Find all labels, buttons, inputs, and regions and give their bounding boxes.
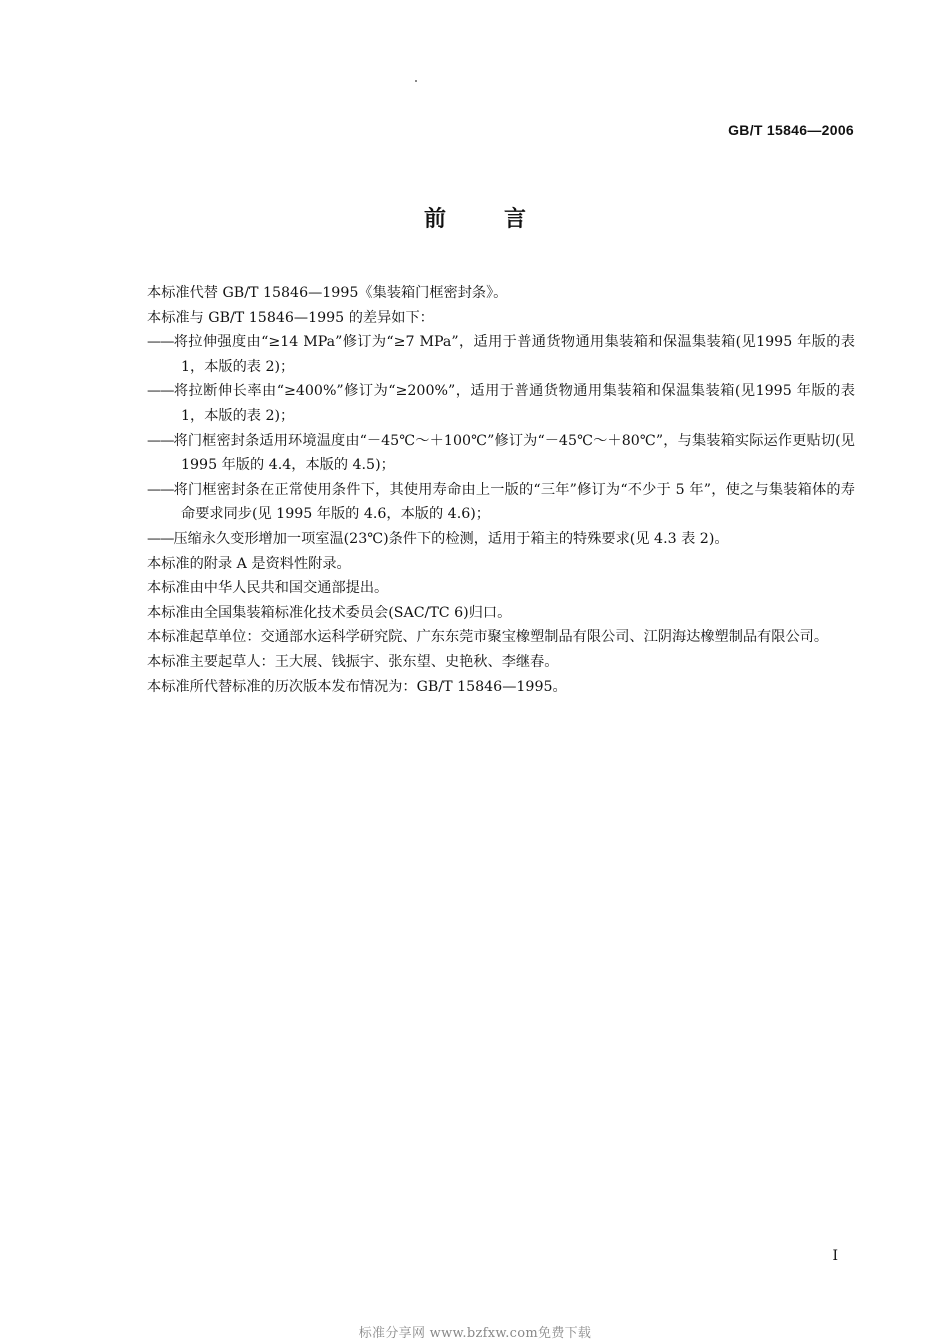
foreword-body bbox=[113, 281, 855, 699]
change-item-elongation bbox=[113, 379, 855, 428]
change-text: 将拉伸强度由“≥14 MPa”修订为“≥7 MPa”，适用于普通货物通用集装箱和保温集装箱(见1995 年版的表 1，本版的表 2)； bbox=[173, 334, 855, 375]
change-text: 将拉断伸长率由“≥400%”修订为“≥200%”，适用于普通货物通用集装箱和保温集装箱(见1995 年版的表 1，本版的表 2)； bbox=[173, 383, 855, 424]
change-text: 将门框密封条在正常使用条件下，其使用寿命由上一版的“三年”修订为“不少于 5 年”，使之与集装箱体的寿命要求同步(见 1995 年版的 4.6，本版的 4.6)； bbox=[173, 481, 855, 523]
dash-prefix: —— bbox=[147, 383, 174, 400]
standard-number: GB/T 15846—2006 bbox=[728, 122, 854, 138]
change-item-compression-set bbox=[113, 527, 855, 552]
paragraph-previous-editions: 本标准所代替标准的历次版本发布情况为：GB/T 15846—1995。 bbox=[147, 678, 567, 695]
change-item-temperature bbox=[113, 429, 855, 478]
dash-prefix: —— bbox=[147, 481, 174, 498]
change-text: 压缩永久变形增加一项室温(23℃)条件下的检测，适用于箱主的特殊要求(见 4.3 表 2)。 bbox=[173, 530, 729, 547]
dash-prefix: —— bbox=[147, 334, 174, 351]
page-title: 前言 bbox=[423, 207, 584, 232]
paragraph-differences-intro: 本标准与 GB/T 15846—1995 的差异如下： bbox=[147, 309, 434, 326]
change-item-tensile-strength bbox=[113, 330, 855, 379]
paragraph-drafting-units: 本标准起草单位：交通部水运科学研究院、广东东莞市聚宝橡塑制品有限公司、江阴海达橡塑制品有限公司。 bbox=[147, 629, 829, 646]
paragraph-annex: 本标准的附录 A 是资料性附录。 bbox=[147, 555, 351, 572]
paragraph-drafters: 本标准主要起草人：王大展、钱振宇、张东望、史艳秋、李继春。 bbox=[147, 653, 559, 670]
change-text: 将门框密封条适用环境温度由“－45℃～＋100℃”修订为“－45℃～＋80℃”，与集装箱实际运作更贴切(见 1995 年版的 4.4，本版的 4.5)； bbox=[173, 432, 855, 474]
paragraph-proposed-by: 本标准由中华人民共和国交通部提出。 bbox=[147, 580, 389, 597]
paragraph-replaces: 本标准代替 GB/T 15846—1995《集装箱门框密封条》。 bbox=[147, 285, 508, 301]
scan-speck bbox=[415, 80, 417, 82]
dash-prefix: —— bbox=[147, 432, 174, 449]
footer-watermark: 标准分享网 www.bzfxw.com免费下载 bbox=[358, 1326, 592, 1341]
dash-prefix: —— bbox=[147, 530, 174, 547]
paragraph-under-jurisdiction: 本标准由全国集装箱标准化技术委员会(SAC/TC 6)归口。 bbox=[147, 604, 512, 621]
change-item-service-life bbox=[113, 478, 855, 527]
page-number: I bbox=[832, 1248, 838, 1264]
